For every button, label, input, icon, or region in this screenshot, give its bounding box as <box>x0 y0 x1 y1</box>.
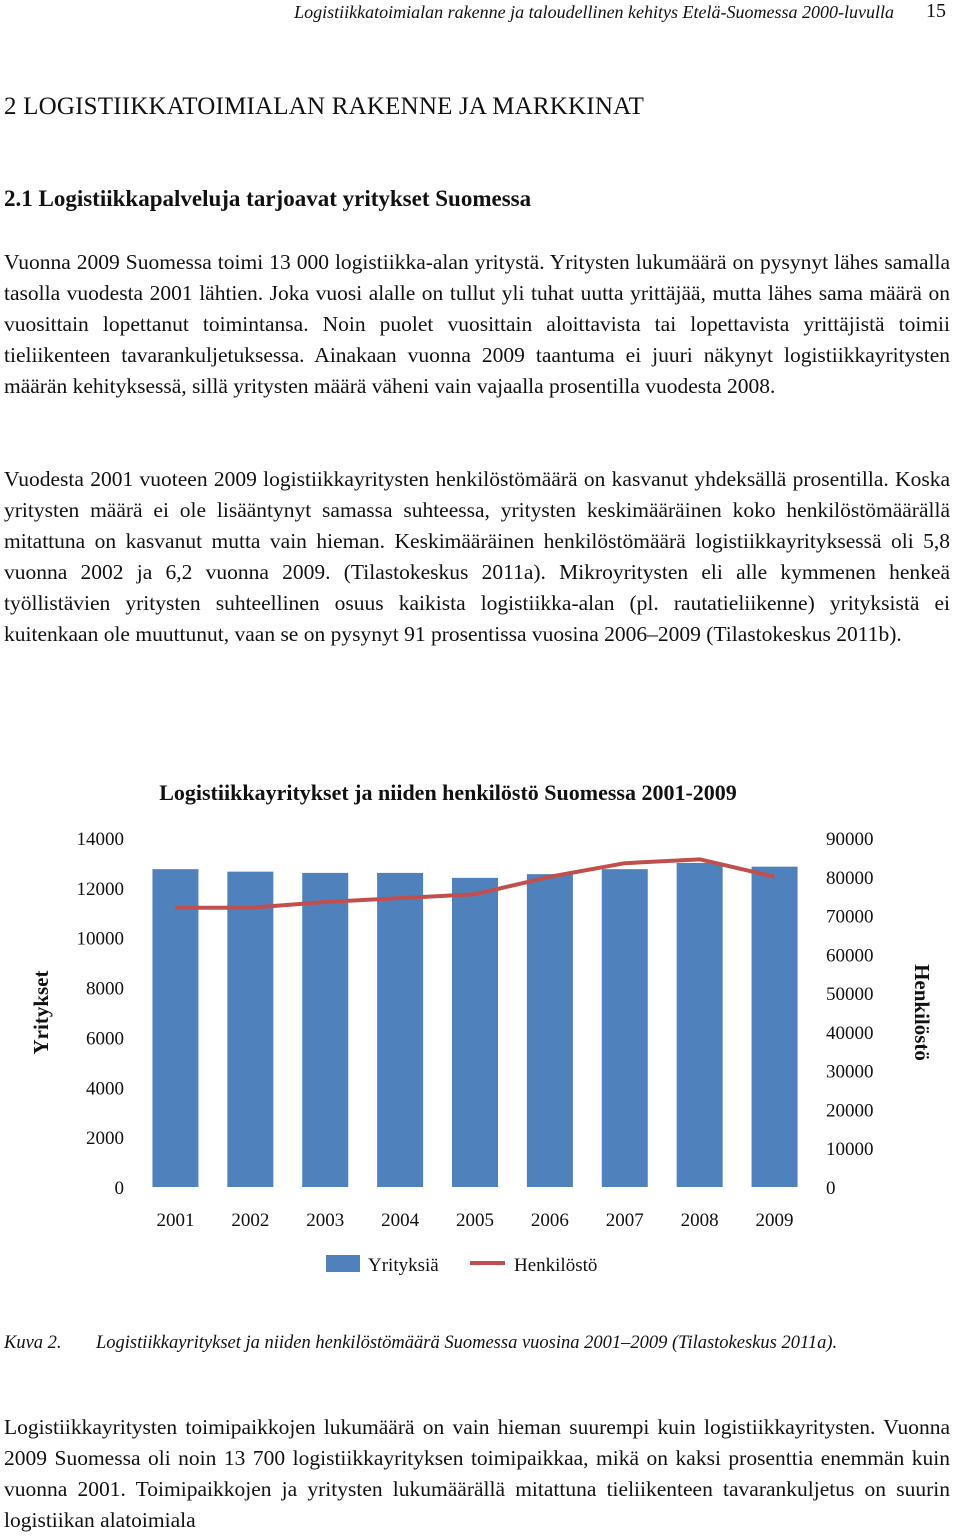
bar <box>527 874 573 1187</box>
y-tick-label: 4000 <box>86 1078 124 1100</box>
bar <box>377 873 423 1187</box>
y2-tick-label: 30000 <box>826 1061 874 1083</box>
y-tick-label: 14000 <box>76 829 124 850</box>
y2-tick-label: 20000 <box>826 1100 874 1122</box>
x-tick-label: 2003 <box>306 1210 345 1231</box>
y2-tick-label: 60000 <box>826 945 874 967</box>
y2-tick-label: 0 <box>826 1178 836 1199</box>
section-heading: 2.1 Logistiikkapalveluja tarjoavat yritykset Suomessa <box>4 186 532 211</box>
y2-tick-label: 40000 <box>826 1022 874 1044</box>
chapter-heading: 2 LOGISTIIKKATOIMIALAN RAKENNE JA MARKKINAT <box>4 93 645 120</box>
legend-swatch-yrityksia <box>326 1255 360 1272</box>
page-header <box>0 0 950 26</box>
bar <box>752 867 798 1187</box>
bar <box>452 878 498 1187</box>
legend-label-henkilosto: Henkilöstö <box>514 1255 598 1276</box>
y-tick-label: 12000 <box>76 878 124 900</box>
y-tick-label: 2000 <box>86 1128 124 1150</box>
bar <box>227 872 273 1187</box>
x-tick-label: 2004 <box>381 1210 420 1231</box>
bar <box>677 863 723 1187</box>
bar <box>152 869 198 1187</box>
running-title: Logistiikkatoimialan rakenne ja taloudellinen kehitys Etelä-Suomessa 2000-luvulla <box>294 2 894 22</box>
y2-tick-label: 90000 <box>826 829 874 850</box>
caption-label: Kuva 2. <box>4 1333 62 1353</box>
y2-tick-label: 80000 <box>826 867 874 889</box>
y-tick-label: 6000 <box>86 1028 124 1050</box>
x-tick-label: 2005 <box>456 1210 494 1231</box>
x-tick-label: 2006 <box>530 1210 569 1231</box>
y-tick-label: 0 <box>114 1178 124 1199</box>
y-tick-label: 8000 <box>86 978 124 1000</box>
y2-tick-label: 50000 <box>826 984 874 1006</box>
x-tick-label: 2008 <box>680 1210 719 1231</box>
paragraph-3: Logistiikkayritysten toimipaikkojen lukumäärä on vain hieman suurempi kuin logistiikkayritysten. Vuonna 2009 Suomessa oli noin 13 700 logistiikkayrityksen toimipaikkaa, mikä on kaksi prosenttia enemmän kuin vuonna 2001. Toimipaikkojen ja yritysten lukumäärällä mitattuna tieliikenteen tavarankuljetus on suurin logistiikan alatoimiala <box>4 1415 950 1532</box>
page-number: 15 <box>926 0 946 22</box>
x-tick-label: 2009 <box>755 1210 794 1231</box>
chart-title: Logistiikkayritykset ja niiden henkilöstö Suomessa 2001-2009 <box>159 780 737 805</box>
x-tick-label: 2002 <box>231 1210 270 1231</box>
legend-label-yrityksia: Yrityksiä <box>368 1255 439 1276</box>
y2-tick-label: 10000 <box>826 1139 874 1161</box>
paragraph-2: Vuodesta 2001 vuoteen 2009 logistiikkayritysten henkilöstömäärä on kasvanut yhdeksällä prosentilla. Koska yritysten määrä ei ole lisääntynyt samassa suhteessa, yritysten keskimääräinen koko henkilöstömäärällä mitattuna on kasvanut mutta vain hieman. Keskimääräinen henkilöstömäärä logistiikkayrityksessä oli 5,8 vuonna 2002 ja 6,2 vuonna 2009. (Tilastokeskus 2011a). Mikroyritysten eli alle kymmenen henkeä työllistävien yritysten suhteellinen osuus kaikista logistiikka-alan (pl. rautatieliikenne) yrityksistä ei kuitenkaan ole muuttunut, vaan se on pysynyt 91 prosentissa vuosina 2006–2009 (Tilastokeskus 2011b). <box>4 467 950 646</box>
bar <box>302 873 348 1187</box>
paragraph-1: Vuonna 2009 Suomessa toimi 13 000 logistiikka-alan yritystä. Yritysten lukumäärä on pysynyt lähes samalla tasolla vuodesta 2001 lähtien. Joka vuosi alalle on tullut yli tuhat uutta yrittäjää, mutta lähes sama määrä on vuosittain lopettanut toimintansa. Noin puolet vuosittain aloittavista tai lopettavista yrittäjistä toimii tieliikenteen tavarankuljetuksessa. Ainakaan vuonna 2009 taantuma ei juuri näkynyt logistiikkayritysten määrän kehityksessä, sillä yritysten määrä väheni vain vajaalla prosentilla vuodesta 2008. <box>4 250 950 398</box>
x-tick-label: 2001 <box>156 1210 195 1231</box>
caption-text: Logistiikkayritykset ja niiden henkilöstömäärä Suomessa vuosina 2001–2009 (Tilastokeskus 2011a). <box>96 1333 838 1353</box>
y2-tick-label: 70000 <box>826 906 874 928</box>
combo-chart <box>0 760 960 1320</box>
y-axis-label: Yritykset <box>29 970 53 1055</box>
x-tick-label: 2007 <box>605 1210 644 1231</box>
y-tick-label: 10000 <box>76 928 124 950</box>
y2-axis-label: Henkilöstö <box>910 964 934 1061</box>
figure-caption <box>4 1330 950 1356</box>
bar <box>602 869 648 1187</box>
